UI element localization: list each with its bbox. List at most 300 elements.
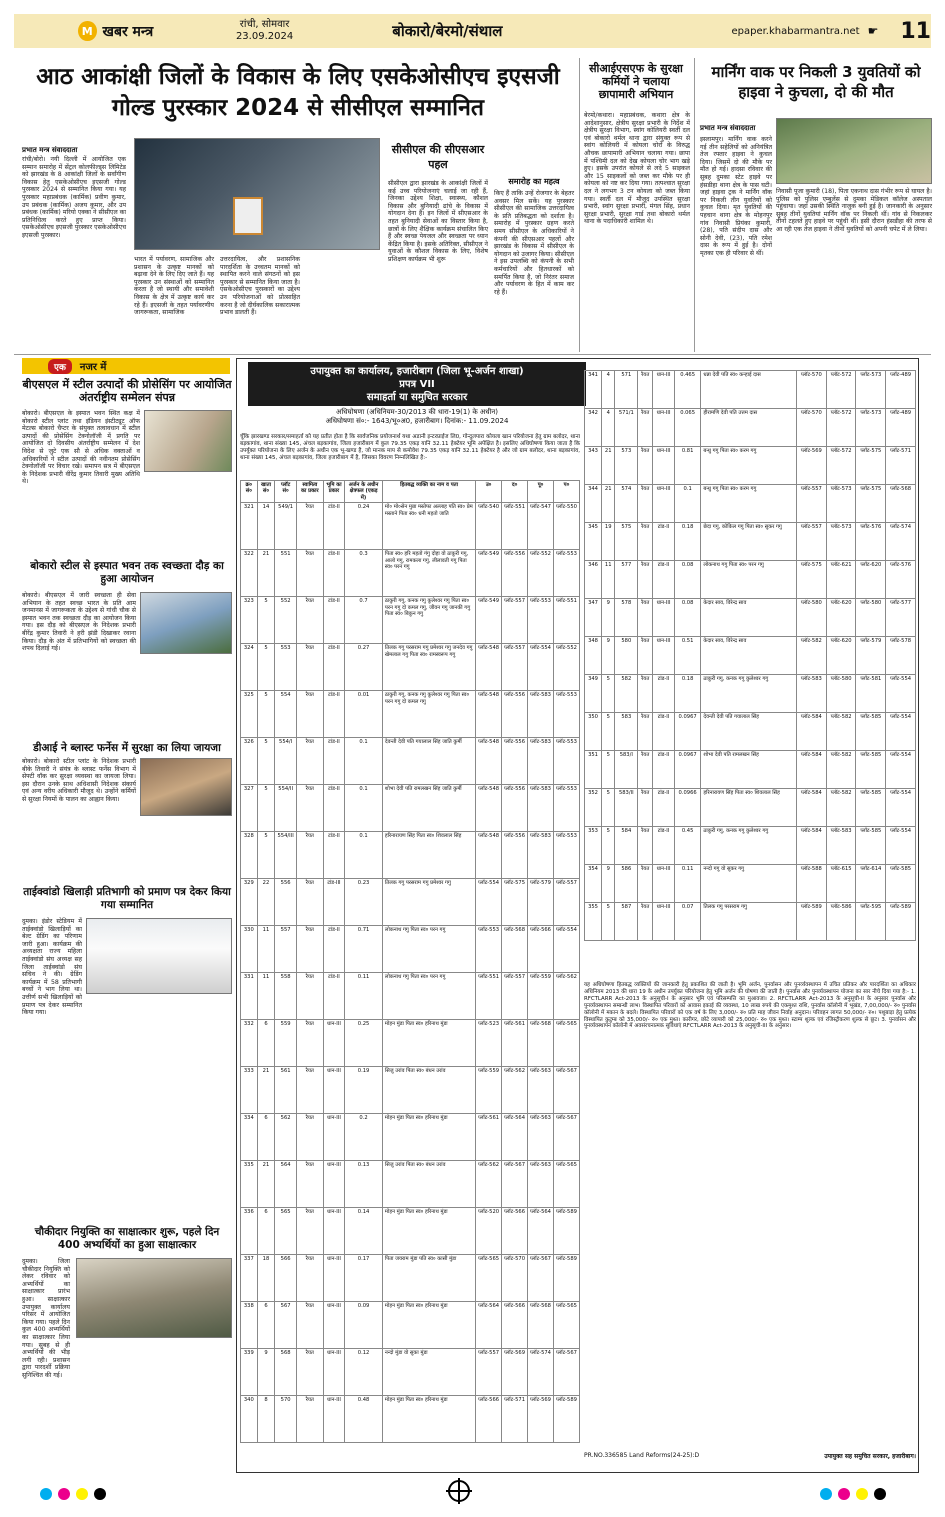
table-cell: प्लॉट-557 xyxy=(797,485,827,523)
taekwondo-body-cont xyxy=(22,1024,232,1222)
table-cell: 586 xyxy=(615,865,638,903)
table-cell: 0.17 xyxy=(345,1255,383,1302)
table-cell: प्लॉट-573 xyxy=(826,485,856,523)
table-cell: 0.1 xyxy=(674,485,701,523)
table-cell: प्लॉट-589 xyxy=(554,1208,580,1255)
table-cell: 9 xyxy=(602,599,615,637)
table-cell: 327 xyxy=(241,785,258,832)
table-cell: प्लॉट-574 xyxy=(528,1349,554,1396)
notice-act: अधिघोषणा (अधिनियम-30/2013 की धारा-19(1) के अधीन) xyxy=(336,408,498,416)
table-cell: धान-III xyxy=(323,1396,344,1443)
table-row xyxy=(241,644,580,691)
registration-crosshair-icon xyxy=(448,1480,470,1502)
table-cell: 0.45 xyxy=(674,827,701,865)
table-cell: 0.27 xyxy=(345,644,383,691)
table-cell: प्लॉट-583 xyxy=(797,675,827,713)
conference-photo xyxy=(144,410,232,472)
table-cell: रैयत xyxy=(638,485,653,523)
notice-table-left xyxy=(240,480,580,1465)
table-cell: प्लॉट-582 xyxy=(826,751,856,789)
table-cell: 5 xyxy=(602,789,615,827)
table-cell: प्लॉट-553 xyxy=(476,926,502,973)
table-cell: प्लॉट-489 xyxy=(886,409,916,447)
table-cell: प्लॉट-580 xyxy=(856,599,886,637)
table-cell: प्लॉट-589 xyxy=(554,1396,580,1443)
table-cell: धान-III xyxy=(323,1067,344,1114)
notice-table xyxy=(584,370,916,941)
table-cell: ठाकुरी गगु, कनक गगु कुलेश्वर गगु xyxy=(701,675,797,713)
taekwondo-headline[interactable]: ताईक्वांडो खिलाड़ी प्रतिभागी को प्रमाण पत्र देकर किया गया सम्मानित xyxy=(23,886,231,911)
table-cell: 0.1 xyxy=(345,785,383,832)
table-cell: 21 xyxy=(257,1067,275,1114)
table-cell: प्लॉट-548 xyxy=(476,644,502,691)
table-cell: प्लॉट-568 xyxy=(502,926,528,973)
table-cell: धान-III xyxy=(323,1255,344,1302)
black-dot xyxy=(874,1488,886,1500)
table-cell: 552 xyxy=(275,597,297,644)
table-cell: धान-III xyxy=(653,409,675,447)
table-cell: 0.2 xyxy=(345,1114,383,1161)
table-cell: 339 xyxy=(241,1349,258,1396)
table-cell: 0.1 xyxy=(345,832,383,879)
table-cell: केदार साव, विरेन्द्र साव xyxy=(701,637,797,675)
table-cell: 584 xyxy=(615,827,638,865)
table-row xyxy=(241,1208,580,1255)
table-row xyxy=(585,675,916,713)
table-cell: प्लॉट-564 xyxy=(476,1302,502,1349)
table-cell: 21 xyxy=(602,485,615,523)
table-cell: 554/II xyxy=(275,785,297,832)
table-row xyxy=(585,751,916,789)
table-cell: 0.08 xyxy=(674,561,701,599)
table-cell: प्लॉट-557 xyxy=(554,879,580,926)
bsl-conference-headline[interactable]: बीएसएल में स्टील उत्पादों की प्रोसेसिंग पर आयोजित अंतर्राष्ट्रीय सम्मेलन संपन्न xyxy=(22,378,232,404)
table-cell: प्लॉट-573 xyxy=(856,409,886,447)
table-cell: प्लॉट-585 xyxy=(856,751,886,789)
lead-credit: प्रभात मन्त्र संवाददाता xyxy=(22,146,78,154)
table-cell: 353 xyxy=(585,827,602,865)
table-cell: हरिनारायण सिंह पिता स्व० शिवलाल सिंह xyxy=(701,789,797,827)
table-cell: 349 xyxy=(585,675,602,713)
walk-headline[interactable]: मार्निंग वाक पर निकली 3 युवतियों को हाइवा ने कुचला, दो की मौत xyxy=(711,63,921,101)
table-cell: प्लॉट-577 xyxy=(886,599,916,637)
table-cell: 587 xyxy=(615,903,638,941)
table-cell: प्लॉट-568 xyxy=(528,1302,554,1349)
notice-form: प्रपत्र VII xyxy=(399,379,435,390)
table-cell: प्लॉट-569 xyxy=(502,1349,528,1396)
table-cell: प्लॉट-575 xyxy=(502,879,528,926)
black-dot xyxy=(94,1488,106,1500)
table-cell: 0.07 xyxy=(674,903,701,941)
table-cell: टांड-II xyxy=(323,832,344,879)
table-cell: टांड-II xyxy=(653,675,675,713)
table-cell: 0.71 xyxy=(345,926,383,973)
table-cell: प्लॉट-585 xyxy=(886,865,916,903)
table-cell: 332 xyxy=(241,1020,258,1067)
table-cell: प्लॉट-583 xyxy=(528,832,554,879)
table-cell: 5 xyxy=(602,827,615,865)
table-row xyxy=(585,485,916,523)
table-cell: ठाकुरी गगु, कनक गगु कुलेश्वर गगु पिता स्व० परन गगु दो कमल गगु, जीवन गगु जानकी गगु पिता स्व० बिकुन गगु xyxy=(382,597,475,644)
table-cell: प्लॉट-582 xyxy=(826,789,856,827)
table-cell: 347 xyxy=(585,599,602,637)
table-cell: प्लॉट-552 xyxy=(554,644,580,691)
table-cell: प्लॉट-588 xyxy=(797,865,827,903)
run-photo xyxy=(140,592,232,654)
table-header-cell: स्वामित्व का प्रकार xyxy=(296,481,323,503)
table-cell: धान-III xyxy=(323,1020,344,1067)
table-cell: प्लॉट-554 xyxy=(528,644,554,691)
table-cell: रैयत xyxy=(638,523,653,561)
table-cell: 582 xyxy=(615,675,638,713)
table-cell: रैयत xyxy=(296,973,323,1020)
table-row xyxy=(585,827,916,865)
table-row xyxy=(585,409,916,447)
table-cell: 570 xyxy=(275,1396,297,1443)
table-cell: 551 xyxy=(275,550,297,597)
brand-logo-icon: M xyxy=(78,21,97,41)
table-cell: 18 xyxy=(257,1255,275,1302)
table-cell: प्लॉट-574 xyxy=(886,523,916,561)
table-cell: प्लॉट-589 xyxy=(886,903,916,941)
place-day: रांची, सोमवार xyxy=(239,19,290,30)
lead-col-5a xyxy=(494,146,574,176)
table-cell: मोहन मुंडा पिता स्व० हरिनाथ मुंडा xyxy=(382,1302,475,1349)
table-cell: 571/1 xyxy=(615,409,638,447)
table-cell: प्लॉट-621 xyxy=(826,561,856,599)
table-cell: प्लॉट-570 xyxy=(502,1255,528,1302)
lead-col-4: सीसीएल द्वारा झारखंड के आकांक्षी जिलों में कई उच्च परियोजनाएं चलाई जा रही हैं, जिनका उद्देश्य शिक्षा, स्वास्थ्य, कौशल विकास और बुनियादी ढांचे के विकास में योगदान देना है। इन जिलों में सीएसआर के तहत बुनियादी सेवाओं का विस्तार किया है, छात्रों के लिए शैक्षिक कार्यक्रम संचालित किए हैं और स्वच्छ पेयजल और स्वच्छता पर ध्यान केंद्रित किया है। इसके अतिरिक्त, सीसीएल ने युवाओं के कौशल विकास के लिए, विशेष प्रशिक्षण कार्यक्रम भी शुरू xyxy=(388,180,488,263)
table-cell: लोकनाथ गगु पिता स्व० परन गगु xyxy=(382,973,475,1020)
table-cell: 329 xyxy=(241,879,258,926)
table-cell: रैयत xyxy=(638,903,653,941)
table-cell: प्लॉट-562 xyxy=(502,1067,528,1114)
table-cell: रैयत xyxy=(638,561,653,599)
table-cell: 11 xyxy=(257,926,275,973)
table-cell: प्लॉट-583 xyxy=(826,827,856,865)
table-cell: 341 xyxy=(585,371,602,409)
table-cell: प्लॉट-556 xyxy=(502,785,528,832)
kicker-label: नजर में xyxy=(79,362,107,373)
table-cell: प्लॉट-567 xyxy=(502,1161,528,1208)
table-header-cell: प्लॉट सं० xyxy=(275,481,297,503)
table-cell: प्लॉट-548 xyxy=(476,832,502,879)
table-cell: प्लॉट-580 xyxy=(797,599,827,637)
table-cell: 6 xyxy=(257,1114,275,1161)
table-cell: 323 xyxy=(241,597,258,644)
table-cell: रैयत xyxy=(296,1208,323,1255)
magenta-dot xyxy=(58,1488,70,1500)
table-cell: प्लॉट-620 xyxy=(826,599,856,637)
table-row xyxy=(585,789,916,827)
table-cell: प्लॉट-573 xyxy=(856,371,886,409)
table-row xyxy=(241,597,580,644)
table-cell: मोहन मुंडा पिता स्व० हरिनाथ मुंडा xyxy=(382,1208,475,1255)
table-cell: नन्दो गगु वो सुकर गगु xyxy=(701,865,797,903)
table-cell: 324 xyxy=(241,644,258,691)
table-cell: धान-III xyxy=(653,371,675,409)
table-cell: प्लॉट-583 xyxy=(528,785,554,832)
table-cell: 21 xyxy=(257,1161,275,1208)
notice-authority: समाहर्ता या समुचित सरकार xyxy=(366,392,468,403)
table-cell: 5 xyxy=(602,675,615,713)
table-cell: 335 xyxy=(241,1161,258,1208)
table-cell: टांड-II xyxy=(323,503,344,550)
table-cell: प्लॉट-565 xyxy=(554,1161,580,1208)
table-cell: प्लॉट-556 xyxy=(502,738,528,785)
table-header-cell: पू० xyxy=(528,481,554,503)
kicker-tag: एक xyxy=(48,359,72,374)
table-cell: 19 xyxy=(602,523,615,561)
table-cell: रैयत xyxy=(296,832,323,879)
table-cell: धान-III xyxy=(653,447,675,485)
table-cell: प्लॉट-568 xyxy=(528,1020,554,1067)
table-cell: तिलक गगु परसराम गगु प्रमेश्वर गगु जनदेव गगु खेमलाल गगु पिता स्व० रामस्वरूप गगु xyxy=(382,644,475,691)
page-header xyxy=(14,14,931,48)
table-cell: रैयत xyxy=(638,751,653,789)
table-row xyxy=(585,713,916,751)
table-cell: प्लॉट-567 xyxy=(554,1349,580,1396)
table-cell: धान-III xyxy=(323,1114,344,1161)
table-cell: रैयत xyxy=(296,785,323,832)
cisf-body: बेरमो/कथारा। महाप्रबंधक, कथारा क्षेत्र के आदेशानुसार, क्षेत्रीय सुरक्षा प्रभारी के निर्देश में क्षेत्रीय सुरक्षा विभाग, स्वांग कोलियरी स्वर्ती दल एवं बोकारो थर्मल थाना द्वारा संयुक्त रूप से स्वांग कोलियरी में कोयला चोरों के विरुद्ध औचक छापामारी अभियान चलाया गया। छापा में पश्चिमी दल को देख कोयला चोर भाग खड़े हुए। इसके उपरांत कोयले से लदे 5 साइकल और 15 साइकलों को जब्त कर मौके पर ही कोयला को नष्ट कर दिया गया। तत्पश्चात सुरक्षा दल ने लगभग 3 टन कोयला को जब्त किया गया। स्वर्ती दल में मौजूद उपस्थित सुरक्षा प्रभारी, स्वांग सुरक्षा प्रभारी, मंगल सिंह, प्रधान सुरक्षा प्रभारी, सुरक्षा गार्ड तथा बोकारो थर्मल थाना के पदाधिकारी शामिल थे। xyxy=(584,112,690,226)
table-cell: 348 xyxy=(585,637,602,675)
table-cell: ठाकुरी गगु, कनक गगु कुलेश्वर गगु पिता स्व० परन गगु दो कमल गगु xyxy=(382,691,475,738)
table-cell: 567 xyxy=(275,1302,297,1349)
table-cell: सिजु उरांव पिता स्व० बंधन उरांव xyxy=(382,1161,475,1208)
table-cell: प्लॉट-581 xyxy=(856,675,886,713)
table-row xyxy=(241,879,580,926)
table-cell: 338 xyxy=(241,1302,258,1349)
blast-furnace-headline[interactable]: डीआई ने ब्लास्ट फर्नेस में सुरक्षा का लिया जायजा xyxy=(33,742,221,754)
table-cell: रैयत xyxy=(296,597,323,644)
table-cell: प्लॉट-554 xyxy=(886,789,916,827)
notice-footer xyxy=(584,1452,916,1460)
table-cell: प्लॉट-569 xyxy=(797,447,827,485)
table-cell: प्लॉट-547 xyxy=(528,503,554,550)
table-cell: प्लॉट-540 xyxy=(476,503,502,550)
table-row xyxy=(585,561,916,599)
pr-number: PR.NO.336585 Land Reforms(24-25):D xyxy=(584,1452,700,1459)
table-cell: प्लॉट-620 xyxy=(856,561,886,599)
table-row xyxy=(585,599,916,637)
table-cell: सिजु उरांव पिता स्व० बंधन उरांव xyxy=(382,1067,475,1114)
table-cell: प्लॉट-584 xyxy=(797,751,827,789)
table-cell: हरिनारायण सिंह पिता स्व० शिवलाल सिंह xyxy=(382,832,475,879)
table-cell: 0.0966 xyxy=(674,789,701,827)
lead-subhead-2: समारोह का महत्व xyxy=(508,177,560,186)
table-cell: प्लॉट-553 xyxy=(554,550,580,597)
epaper-url[interactable]: epaper.khabarmantra.net xyxy=(731,25,860,37)
table-cell: 14 xyxy=(257,503,275,550)
table-cell: प्लॉट-557 xyxy=(502,597,528,644)
table-cell: रैयत xyxy=(296,644,323,691)
table-cell: 9 xyxy=(602,865,615,903)
table-cell: रैयत xyxy=(296,738,323,785)
table-cell: 22 xyxy=(257,879,275,926)
table-cell: धान-III xyxy=(323,1208,344,1255)
table-cell: टांड-II xyxy=(323,597,344,644)
table-cell: 575 xyxy=(615,523,638,561)
table-cell: 345 xyxy=(585,523,602,561)
table-cell: प्लॉट-564 xyxy=(528,1208,554,1255)
table-cell: रैयत xyxy=(638,789,653,827)
table-cell: 0.81 xyxy=(674,447,701,485)
table-cell: रैयत xyxy=(296,1255,323,1302)
table-cell: 5 xyxy=(257,644,275,691)
table-cell: 0.18 xyxy=(674,675,701,713)
lead-col-2: भारत में पर्यावरण, सामाजिक और प्रशासन के उत्कृष्ट मानकों को बढ़ावा देने के लिए दिए जाते हैं। यह पुरस्कार उन संस्थाओं को सम्मानित करता है जो स्थायी और समावेशी विकास के क्षेत्र में उत्कृष्ट कार्य कर रहे हैं। इएसजी के तहत पर्यावरणीय जागरूकता, सामाजिक xyxy=(134,256,214,317)
table-cell: 564 xyxy=(275,1161,297,1208)
table-cell: 0.11 xyxy=(345,973,383,1020)
table-cell: 351 xyxy=(585,751,602,789)
table-cell: 0.465 xyxy=(674,371,701,409)
table-cell: देवन्ती देवी पति गयालाल सिंह जाति कुर्मी xyxy=(382,738,475,785)
cleanliness-run-headline[interactable]: बोकारो स्टील से इस्पात भवन तक स्वच्छता दौड़ का हुआ आयोजन xyxy=(30,560,224,585)
table-cell: मोहन मुंडा पिता स्व० हरिनाथ मुंडा xyxy=(382,1020,475,1067)
lead-headline[interactable]: आठ आकांक्षी जिलों के विकास के लिए एसकेओसीएच इएसजी गोल्ड पुरस्कार 2024 से सीसीएल सम्मानित xyxy=(36,64,560,121)
table-row xyxy=(241,550,580,597)
chowkidar-headline[interactable]: चौकीदार नियुक्ति का साक्षात्कार शुरू, पहले दिन 400 अभ्यर्थियों का हुआ साक्षात्कार xyxy=(34,1226,220,1251)
table-cell: रैयत xyxy=(296,879,323,926)
table-cell: 0.1 xyxy=(345,738,383,785)
rehabilitation-summary: यह अधिघोषणा हितबद्ध व्यक्तियों की जानकारी हेतु प्रकाशित की जाती है। भूमि अर्जन, पुनर्वासन और पुनर्व्यवस्थापन में उचित प्रतिकर और पारदर्शिता का अधिकार अधिनियम 2013 की धारा 19 के अधीन उपर्युक्त परियोजना हेतु भूमि अर्जन की घोषणा की जाती है। पुनर्वास और पुनर्व्यवस्थापन योजना का सार नीचे दिया गया है:- 1. RFCTLARR Act-2013 के अनुसूची-I के अनुसार भूमि एवं परिसम्पत्ति का मुआवजा। 2. RFCTLARR Act-2013 के अनुसूची-II के अनुसार पुनर्वास और पुनर्व्यवस्थापन सम्बन्धी लाभ। विस्थापित परिवारों को आवास इकाई की व्यवस्था, 10 लाख रुपये की एकमुश्त राशि, पुनर्वास कॉलोनी में भूखंड, 7,00,000/- रु० पुनर्वास कॉलोनी में मकान के बदले। विस्थापित परिवारों को एक वर्ष के लिए 3,000/- रु० प्रति माह जीवन निर्वाह अनुदान। परिवहन लागत 50,000/- रु०। पशुबाड़ा हेतु प्रत्येक विस्थापित कुटुम्ब को 35,000/- रु० एक मुश्त। कारीगर, छोटे व्यापारी को 25,000/- रु० एक मुश्त। स्टाम्प शुल्क एवं रजिस्ट्रीकरण शुल्क से छूट। 3. पुनर्वासन और पुनर्व्यवस्थापन कॉलोनी में अवसंरचनात्मक सुविधाएं RFCTLARR Act-2013 के अनुसूची-III के अनुसार। xyxy=(584,982,916,1030)
table-cell: लोकनाथ गगु पिता स्व० परन गगु xyxy=(701,561,797,599)
table-cell: 554 xyxy=(275,691,297,738)
table-cell: टांड-II xyxy=(323,644,344,691)
table-cell: प्लॉट-549 xyxy=(476,550,502,597)
table-cell: 8 xyxy=(257,1396,275,1443)
table-cell: 352 xyxy=(585,789,602,827)
chowkidar-body: दुमका। जिला चौकीदार नियुक्ति को लेकर रविवार को अभ्यर्थियों का साक्षात्कार प्रारंभ हुआ। साक्षात्कार उपायुक्त कार्यालय परिसर में आयोजित किया गया। पहले दिन कुल 400 अभ्यर्थियों का साक्षात्कार लिया गया। सुबह से ही अभ्यर्थियों की भीड़ लगी रही। प्रशासन द्वारा पारदर्शी प्रक्रिया सुनिश्चित की गई। xyxy=(22,1258,70,1379)
table-cell: धान-III xyxy=(653,485,675,523)
table-cell: 326 xyxy=(241,738,258,785)
table-cell: प्लॉट-573 xyxy=(826,523,856,561)
table-row xyxy=(585,865,916,903)
table-cell: 355 xyxy=(585,903,602,941)
table-cell: प्लॉट-553 xyxy=(554,738,580,785)
table-cell: 343 xyxy=(585,447,602,485)
table-cell: 21 xyxy=(602,447,615,485)
table-cell: 6 xyxy=(257,1208,275,1255)
table-cell: प्लॉट-582 xyxy=(797,637,827,675)
table-cell: प्लॉट-566 xyxy=(502,1302,528,1349)
bsl-conference-body-cont xyxy=(22,474,232,556)
table-cell: 0.065 xyxy=(674,409,701,447)
table-row xyxy=(241,691,580,738)
table-cell: प्लॉट-568 xyxy=(886,485,916,523)
table-cell: 5 xyxy=(257,785,275,832)
table-cell: प्लॉट-566 xyxy=(476,1396,502,1443)
table-cell: प्लॉट-557 xyxy=(797,523,827,561)
notice-subtitle xyxy=(248,408,586,426)
table-cell: 0.11 xyxy=(674,865,701,903)
taekwondo-photo xyxy=(86,918,232,994)
table-row xyxy=(585,637,916,675)
cisf-headline[interactable]: सीआईएसएफ के सुरक्षा कर्मियों ने चलाया छापामारी अभियान xyxy=(589,62,683,101)
table-cell: प्लॉट-556 xyxy=(502,550,528,597)
table-cell: 565 xyxy=(275,1208,297,1255)
table-cell: प्लॉट-576 xyxy=(886,561,916,599)
table-header-cell: भूमि का प्रकार xyxy=(323,481,344,503)
table-cell: प्लॉट-595 xyxy=(856,903,886,941)
magenta-dot xyxy=(838,1488,850,1500)
table-cell: रैयत xyxy=(638,447,653,485)
table-cell: 5 xyxy=(602,713,615,751)
table-cell: प्लॉट-523 xyxy=(476,1020,502,1067)
table-cell: रैयत xyxy=(296,1020,323,1067)
table-row xyxy=(585,447,916,485)
table-header-cell: अर्जन के अधीन क्षेत्रफल (एकड़ में) xyxy=(345,481,383,503)
table-cell: देवन्ती देवी पति गयालाल सिंह xyxy=(701,713,797,751)
table-cell: 561 xyxy=(275,1067,297,1114)
table-cell: 0.51 xyxy=(674,637,701,675)
table-cell: 557 xyxy=(275,926,297,973)
notice-table xyxy=(240,480,580,1443)
issue-date: 23.09.2024 xyxy=(235,31,294,42)
table-cell: प्लॉट-561 xyxy=(476,1114,502,1161)
table-cell: प्लॉट-553 xyxy=(554,785,580,832)
table-cell: 577 xyxy=(615,561,638,599)
table-cell: प्लॉट-583 xyxy=(528,738,554,785)
table-cell: 571 xyxy=(615,371,638,409)
divider xyxy=(14,354,931,355)
notice-number: अधिघोषणा सं०:- 1643/भू०अ0, हजारीबाग। दिनांक:- 11.09.2024 xyxy=(325,417,509,425)
table-cell: धान-III xyxy=(323,1161,344,1208)
table-row xyxy=(585,523,916,561)
table-cell: धान-III xyxy=(653,599,675,637)
table-cell: 0.0967 xyxy=(674,713,701,751)
cyan-dot xyxy=(40,1488,52,1500)
taekwondo-body: दुमका। इंडोर स्टेडियम में ताईक्वांडो खिलाड़ियों का बेल्ट ग्रेडिंग का परिणाम जारी हुआ। कार्यक्रम की अध्यक्षता राज्य महिला ताईक्वांडो संघ अध्यक्ष सह जिला ताईक्वांडो संघ सचिव ने की। ग्रेडिंग कार्यक्रम में 58 प्रतिभागी बच्चों ने भाग लिया था। उत्तीर्ण सभी खिलाड़ियों को प्रमाण पत्र देकर सम्मानित किया गया। xyxy=(22,918,82,1017)
color-registration-right xyxy=(820,1488,886,1500)
table-cell: प्लॉट-549 xyxy=(476,597,502,644)
yellow-dot xyxy=(856,1488,868,1500)
table-cell: तिलक गगु परसराम गगु xyxy=(701,903,797,941)
table-cell: रैयत xyxy=(296,691,323,738)
table-cell: 6 xyxy=(257,1020,275,1067)
table-cell: टांड-II xyxy=(653,713,675,751)
walk-body: इस्लामपुर। मार्निंग वाक करने गई तीन सहेलियों को अनियंत्रित तेज रफ्तार हाइवा ने कुचल दिया। जिसमें दो की मौके पर मौत हो गई। हादसा रविवार की सुबह दुमका स्टेट हाइवे पर हंसडीहा थाना क्षेत्र के पास घटी। जहां हाइवा ट्रक ने मार्निंग वॉक पर निकली तीन युवतियों को कुचल दिया। मृत युवतियों की पहचान थाना क्षेत्र के मोहनपुर गांव निवासी प्रियंका कुमारी, (28), पति संदीप दास और सोनी देवी, (23), पति रमेश दास के रूप में हुई है। दोनों मृतका एक ही परिवार से थीं। xyxy=(700,136,772,257)
table-cell: 568 xyxy=(275,1349,297,1396)
table-cell: 574 xyxy=(615,485,638,523)
table-cell: 5 xyxy=(257,691,275,738)
table-cell: 549/1 xyxy=(275,503,297,550)
table-cell: प्लॉट-569 xyxy=(528,1396,554,1443)
lead-col-5: किए हैं ताकि उन्हें रोजगार के बेहतर अवसर मिल सकें। यह पुरस्कार सीसीएल की सामाजिक उत्तरदायित्व के प्रति प्रतिबद्धता को दर्शाता है। समारोह में पुरस्कार ग्रहण करते समय सीसीएल के अधिकारियों ने कंपनी की सीएसआर पहलों और झारखंड के विकास में सीसीएल के योगदान को उजागर किया। सीसीएल ने इस उपलब्धि को कंपनी के सभी कर्मचारियों और हितधारकों को समर्पित किया है, जो निरंतर समाज और पर्यावरण के हित में काम कर रहे हैं। xyxy=(494,190,574,296)
table-cell: 583/II xyxy=(615,789,638,827)
table-cell: प्लॉट-579 xyxy=(856,637,886,675)
award-plaque xyxy=(233,197,263,235)
table-cell: प्लॉट-548 xyxy=(476,691,502,738)
table-row xyxy=(241,503,580,550)
table-cell: 11 xyxy=(257,973,275,1020)
table-cell: प्लॉट-567 xyxy=(554,1067,580,1114)
table-cell: 21 xyxy=(257,550,275,597)
table-cell: धान-III xyxy=(323,1349,344,1396)
table-cell: प्लॉट-551 xyxy=(502,503,528,550)
table-header-cell: हितबद्ध व्यक्ति का नाम व पता xyxy=(382,481,475,503)
table-cell: 5 xyxy=(602,903,615,941)
table-cell: प्लॉट-557 xyxy=(476,1349,502,1396)
table-cell: धान-III xyxy=(653,637,675,675)
table-cell: प्लॉट-589 xyxy=(797,903,827,941)
table-cell: 0.13 xyxy=(345,1161,383,1208)
furnace-photo xyxy=(140,758,232,816)
page-number: 11 xyxy=(900,18,931,44)
award-photo xyxy=(134,138,380,250)
table-cell: प्लॉट-520 xyxy=(476,1208,502,1255)
